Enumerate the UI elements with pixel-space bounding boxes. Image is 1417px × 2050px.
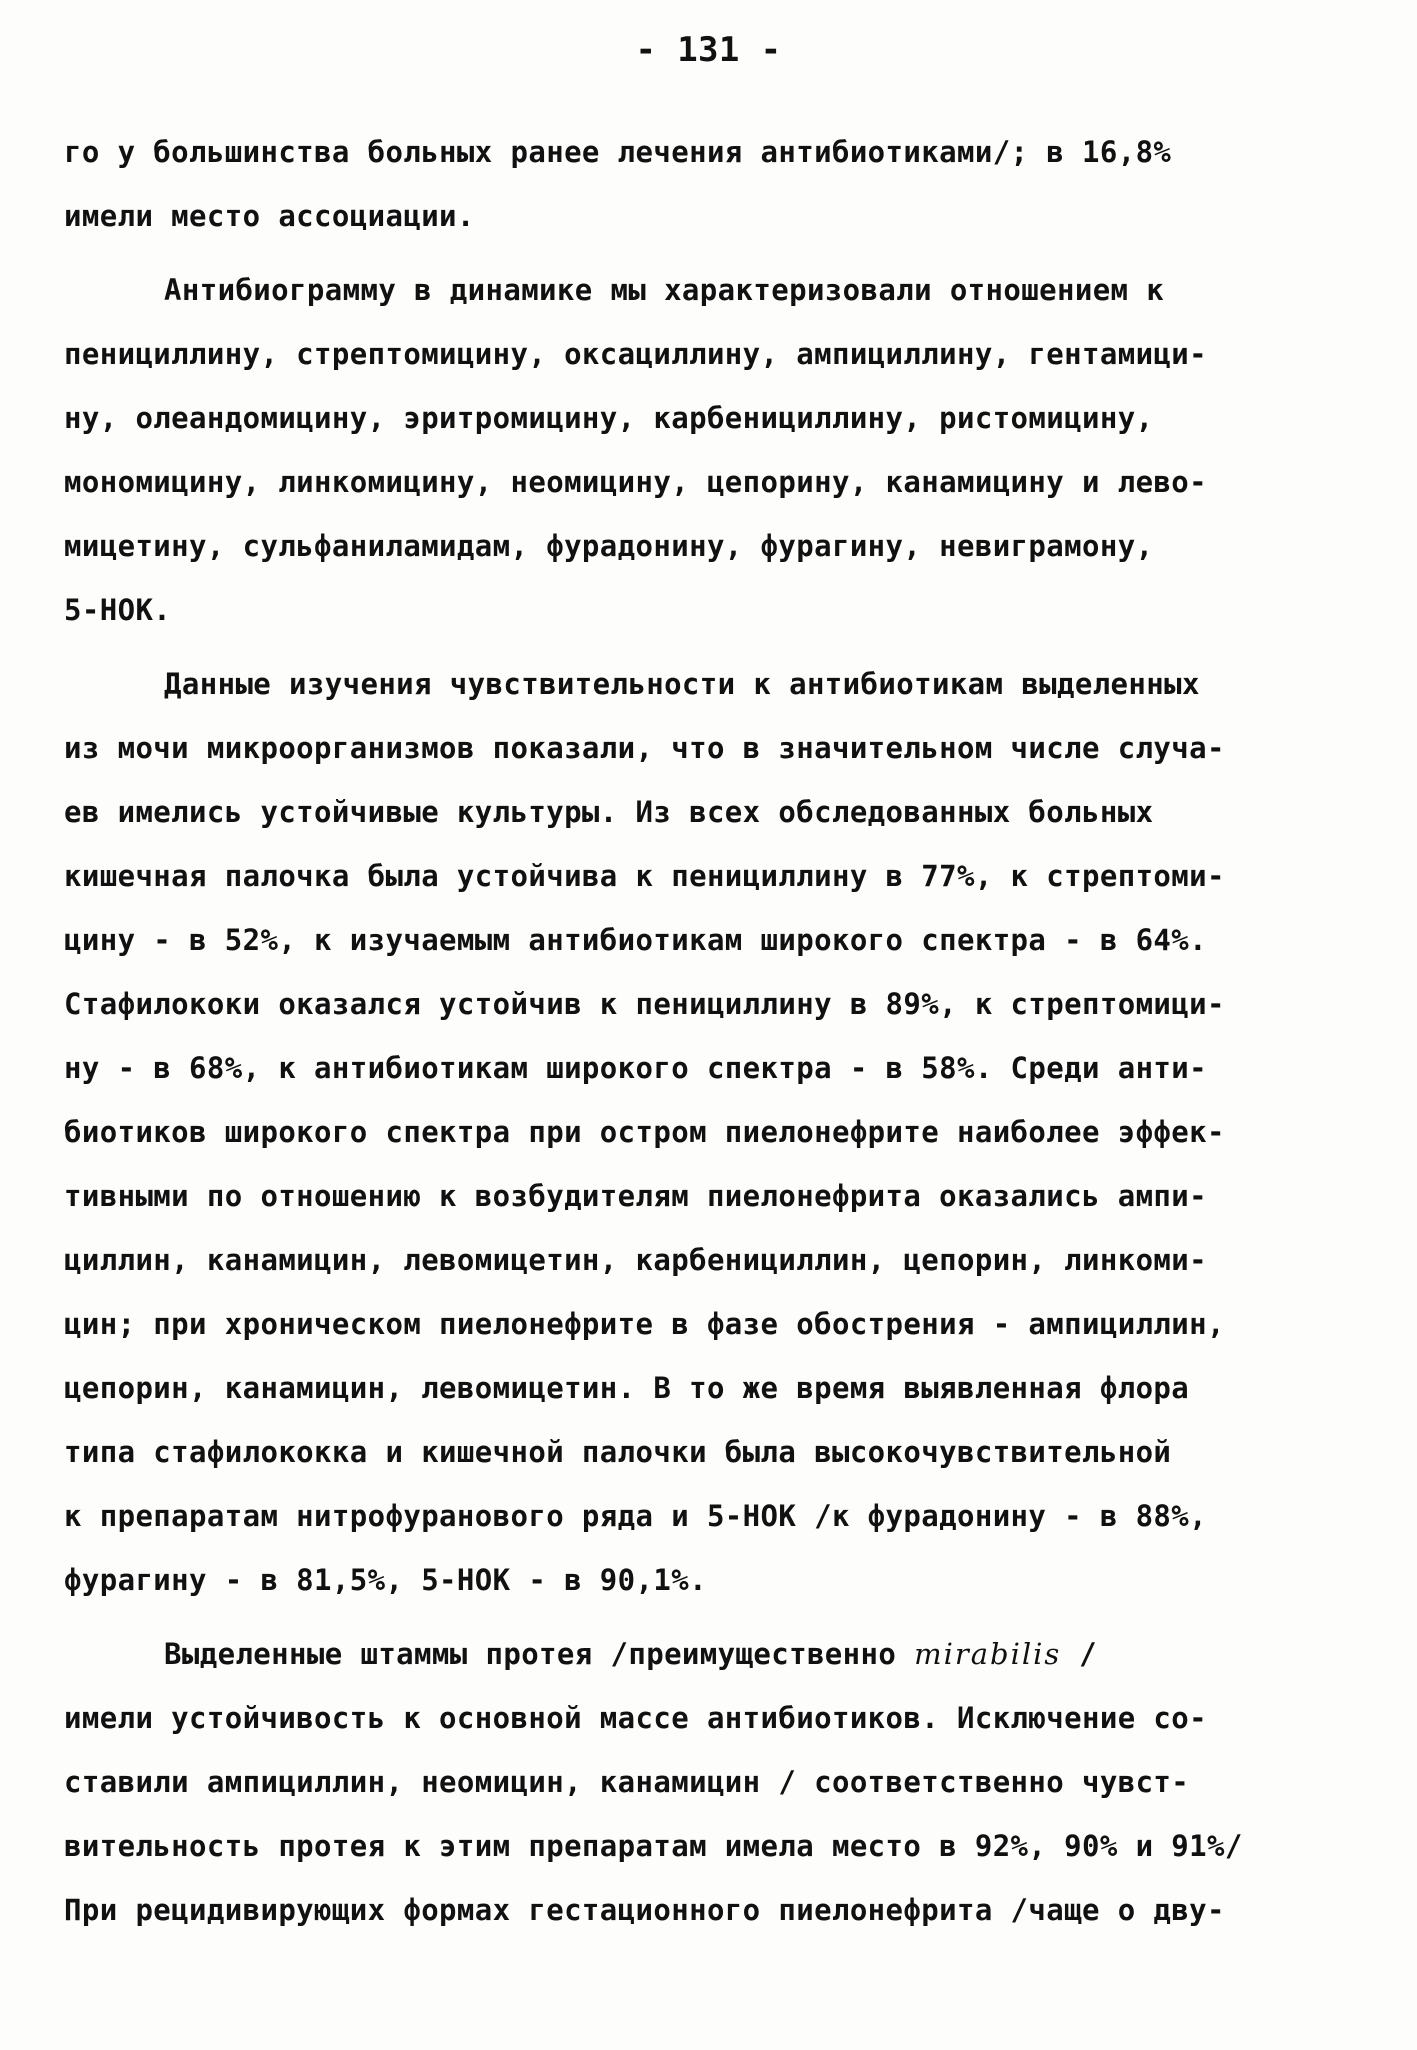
document-body [64,120,1354,1942]
latin-species-name: mirabilis [914,1637,1062,1671]
text-line: Антибиограмму в динамике мы характеризовали отношением к [164,273,1165,307]
text-line: При рецидивирующих формах гестационного пиелонефрита /чаще о дву- [64,1893,1225,1927]
text-line: мономицину, линкомицину, неомицину, цепорину, канамицину и лево- [64,465,1208,499]
text-line: цину - в 52%, к изучаемым антибиотикам широкого спектра - в 64%. [64,923,1208,957]
text-line: Данные изучения чувствительности к антибиотикам выделенных [164,667,1200,701]
text-segment: Выделенные штаммы протея /преимущественно [164,1637,915,1671]
text-segment: / [1061,1637,1098,1671]
text-line: фурагину - в 81,5%, 5-НОК - в 90,1%. [64,1563,707,1597]
text-line: биотиков широкого спектра при остром пиелонефрите наиболее эффек- [64,1115,1225,1149]
text-line: ев имелись устойчивые культуры. Из всех обследованных больных [64,795,1154,829]
text-line: имели место ассоциации. [64,199,475,233]
text-line: 5-НОК. [64,593,172,627]
text-line: мицетину, сульфаниламидам, фурадонину, фурагину, невиграмону, [64,529,1154,563]
paragraph-4 [64,1622,1354,1942]
text-line: кишечная палочка была устойчива к пенициллину в 77%, к стрептоми- [64,859,1225,893]
text-line: ну - в 68%, к антибиотикам широкого спектра - в 58%. Среди анти- [64,1051,1208,1085]
text-line: пенициллину, стрептомицину, оксациллину, ампициллину, гентамици- [64,337,1208,371]
text-line: тивными по отношению к возбудителям пиелонефрита оказались ампи- [64,1179,1208,1213]
text-line: ставили ампициллин, неомицин, канамицин / соответственно чувст- [64,1765,1190,1799]
paragraph-1 [64,120,1354,248]
text-line: к препаратам нитрофуранового ряда и 5-НОК /к фурадонину - в 88%, [64,1499,1208,1533]
text-line: Стафилококи оказался устойчив к пенициллину в 89%, к стрептомици- [64,987,1225,1021]
text-line: типа стафилококка и кишечной палочки была высокочувствительной [64,1435,1172,1469]
text-line: ну, олеандомицину, эритромицину, карбенициллину, ристомицину, [64,401,1154,435]
text-line: из мочи микроорганизмов показали, что в значительном числе случа- [64,731,1225,765]
paragraph-3 [64,652,1354,1612]
text-line: циллин, канамицин, левомицетин, карбенициллин, цепорин, линкоми- [64,1243,1208,1277]
paragraph-2 [64,258,1354,642]
page-number: - 131 - [635,30,782,70]
text-line: го у большинства больных ранее лечения антибиотиками/; в 16,8% [64,135,1172,169]
text-line: цепорин, канамицин, левомицетин. В то же время выявленная флора [64,1371,1190,1405]
text-line: имели устойчивость к основной массе антибиотиков. Исключение со- [64,1701,1208,1735]
text-line: вительность протея к этим препаратам имела место в 92%, 90% и 91%/ [64,1829,1243,1863]
text-line: цин; при хроническом пиелонефрите в фазе обострения - ампициллин, [64,1307,1225,1341]
text-line-with-latin [64,1622,1354,1686]
